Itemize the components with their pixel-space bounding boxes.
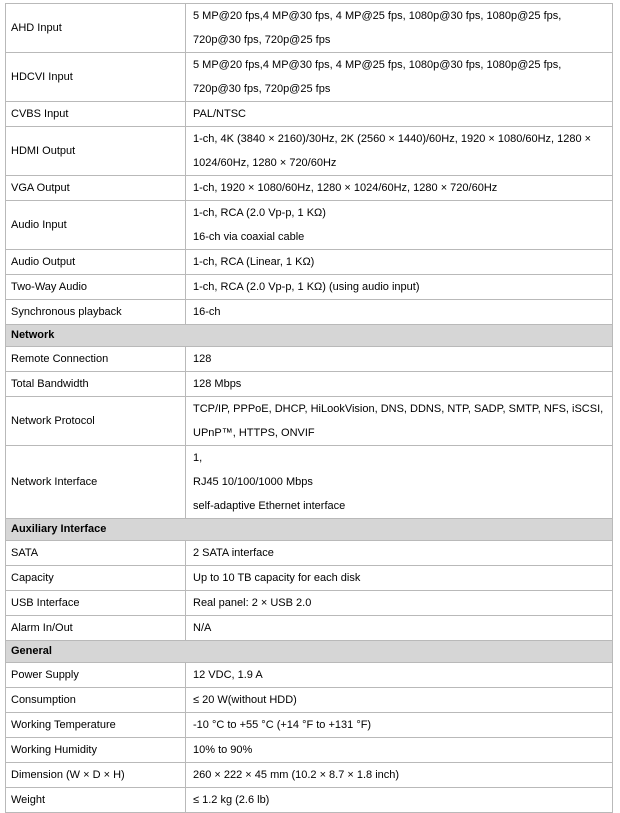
- section-header-cell: General: [6, 641, 613, 663]
- spec-value-cell: [186, 275, 613, 300]
- spec-label-cell: HDMI Output: [6, 127, 186, 176]
- spec-value-cell: [186, 372, 613, 397]
- spec-value-cell: [186, 713, 613, 738]
- spec-row: [6, 250, 613, 275]
- value-line: 2 SATA interface: [193, 547, 274, 559]
- spec-label-cell: AHD Input: [6, 4, 186, 53]
- spec-value-cell: [186, 788, 613, 813]
- spec-label-cell: Audio Input: [6, 201, 186, 250]
- spec-value-cell: [186, 127, 613, 176]
- spec-label-cell: Network Interface: [6, 446, 186, 519]
- value-line: RJ45 10/100/1000 Mbps: [193, 476, 313, 488]
- value-line: 16-ch via coaxial cable: [193, 231, 305, 243]
- spec-value-cell: [186, 201, 613, 250]
- spec-label-cell: Dimension (W × D × H): [6, 763, 186, 788]
- spec-label-cell: Power Supply: [6, 663, 186, 688]
- section-header-cell: Auxiliary Interface: [6, 519, 613, 541]
- spec-value-cell: [186, 566, 613, 591]
- value-line: 10% to 90%: [193, 744, 253, 756]
- spec-label-cell: Consumption: [6, 688, 186, 713]
- spec-row: [6, 4, 613, 53]
- value-line: Up to 10 TB capacity for each disk: [193, 572, 361, 584]
- spec-row: [6, 176, 613, 201]
- value-line: self-adaptive Ethernet interface: [193, 500, 346, 512]
- spec-row: [6, 541, 613, 566]
- spec-label-cell: Two-Way Audio: [6, 275, 186, 300]
- spec-row: [6, 102, 613, 127]
- spec-label-cell: Remote Connection: [6, 347, 186, 372]
- spec-row: [6, 300, 613, 325]
- spec-label-cell: Alarm In/Out: [6, 616, 186, 641]
- value-line: ≤ 1.2 kg (2.6 lb): [193, 794, 270, 806]
- spec-value-cell: [186, 616, 613, 641]
- spec-row: [6, 566, 613, 591]
- spec-row: [6, 347, 613, 372]
- value-line: PAL/NTSC: [193, 108, 246, 120]
- spec-label-cell: Network Protocol: [6, 397, 186, 446]
- section-header-row: [6, 519, 613, 541]
- value-line: -10 °C to +55 °C (+14 °F to +131 °F): [193, 719, 372, 731]
- spec-row: [6, 201, 613, 250]
- spec-label-cell: Capacity: [6, 566, 186, 591]
- spec-row: [6, 763, 613, 788]
- spec-row: [6, 616, 613, 641]
- spec-label-cell: Audio Output: [6, 250, 186, 275]
- value-line: 128 Mbps: [193, 378, 242, 390]
- spec-row: [6, 446, 613, 519]
- spec-label-cell: Working Temperature: [6, 713, 186, 738]
- spec-label-cell: Synchronous playback: [6, 300, 186, 325]
- spec-value-cell: [186, 541, 613, 566]
- value-line: 128: [193, 353, 212, 365]
- spec-label-cell: Weight: [6, 788, 186, 813]
- spec-row: [6, 663, 613, 688]
- spec-row: [6, 372, 613, 397]
- spec-row: [6, 275, 613, 300]
- value-line: 260 × 222 × 45 mm (10.2 × 8.7 × 1.8 inch): [193, 769, 400, 781]
- spec-row: [6, 713, 613, 738]
- spec-label-cell: CVBS Input: [6, 102, 186, 127]
- spec-label-cell: VGA Output: [6, 176, 186, 201]
- spec-row: [6, 788, 613, 813]
- spec-value-cell: [186, 347, 613, 372]
- spec-label-cell: SATA: [6, 541, 186, 566]
- spec-row: [6, 688, 613, 713]
- spec-value-cell: [186, 397, 613, 446]
- spec-value-cell: [186, 688, 613, 713]
- spec-row: [6, 127, 613, 176]
- spec-value-cell: [186, 763, 613, 788]
- spec-value-cell: [186, 250, 613, 275]
- value-line: 1-ch, 1920 × 1080/60Hz, 1280 × 1024/60Hz, 1280 × 720/60Hz: [193, 182, 498, 194]
- spec-value-cell: [186, 4, 613, 53]
- value-line: 1-ch, RCA (Linear, 1 KΩ): [193, 256, 315, 268]
- section-header-row: [6, 641, 613, 663]
- value-line: 1-ch, 4K (3840 × 2160)/30Hz, 2K (2560 × 1440)/60Hz, 1920 × 1080/60Hz, 1280 × 1024/60Hz, 1280 × 720/60Hz: [193, 133, 592, 169]
- spec-value-cell: [186, 300, 613, 325]
- spec-value-cell: [186, 446, 613, 519]
- value-line: 5 MP@20 fps,4 MP@30 fps, 4 MP@25 fps, 1080p@30 fps, 1080p@25 fps, 720p@30 fps, 720p@25 fps: [193, 10, 562, 46]
- spec-value-cell: [186, 591, 613, 616]
- spec-value-cell: [186, 663, 613, 688]
- section-header-row: [6, 325, 613, 347]
- device-spec-table: [5, 3, 613, 813]
- spec-label-cell: HDCVI Input: [6, 53, 186, 102]
- value-line: 1-ch, RCA (2.0 Vp-p, 1 KΩ): [193, 207, 326, 219]
- section-header-cell: Network: [6, 325, 613, 347]
- spec-table-body: [6, 4, 613, 813]
- spec-value-cell: [186, 738, 613, 763]
- spec-value-cell: [186, 176, 613, 201]
- value-line: 1,: [193, 452, 203, 464]
- value-line: ≤ 20 W(without HDD): [193, 694, 297, 706]
- spec-row: [6, 591, 613, 616]
- spec-label-cell: USB Interface: [6, 591, 186, 616]
- spec-row: [6, 738, 613, 763]
- value-line: N/A: [193, 622, 212, 634]
- spec-label-cell: Working Humidity: [6, 738, 186, 763]
- value-line: TCP/IP, PPPoE, DHCP, HiLookVision, DNS, DDNS, NTP, SADP, SMTP, NFS, iSCSI, UPnP™, HTTPS, ONVIF: [193, 403, 604, 439]
- spec-row: [6, 53, 613, 102]
- value-line: 5 MP@20 fps,4 MP@30 fps, 4 MP@25 fps, 1080p@30 fps, 1080p@25 fps, 720p@30 fps, 720p@25 fps: [193, 59, 562, 95]
- value-line: Real panel: 2 × USB 2.0: [193, 597, 312, 609]
- spec-label-cell: Total Bandwidth: [6, 372, 186, 397]
- value-line: 16-ch: [193, 306, 221, 318]
- value-line: 1-ch, RCA (2.0 Vp-p, 1 KΩ) (using audio input): [193, 281, 420, 293]
- spec-value-cell: [186, 53, 613, 102]
- value-line: 12 VDC, 1.9 A: [193, 669, 263, 681]
- spec-value-cell: [186, 102, 613, 127]
- spec-row: [6, 397, 613, 446]
